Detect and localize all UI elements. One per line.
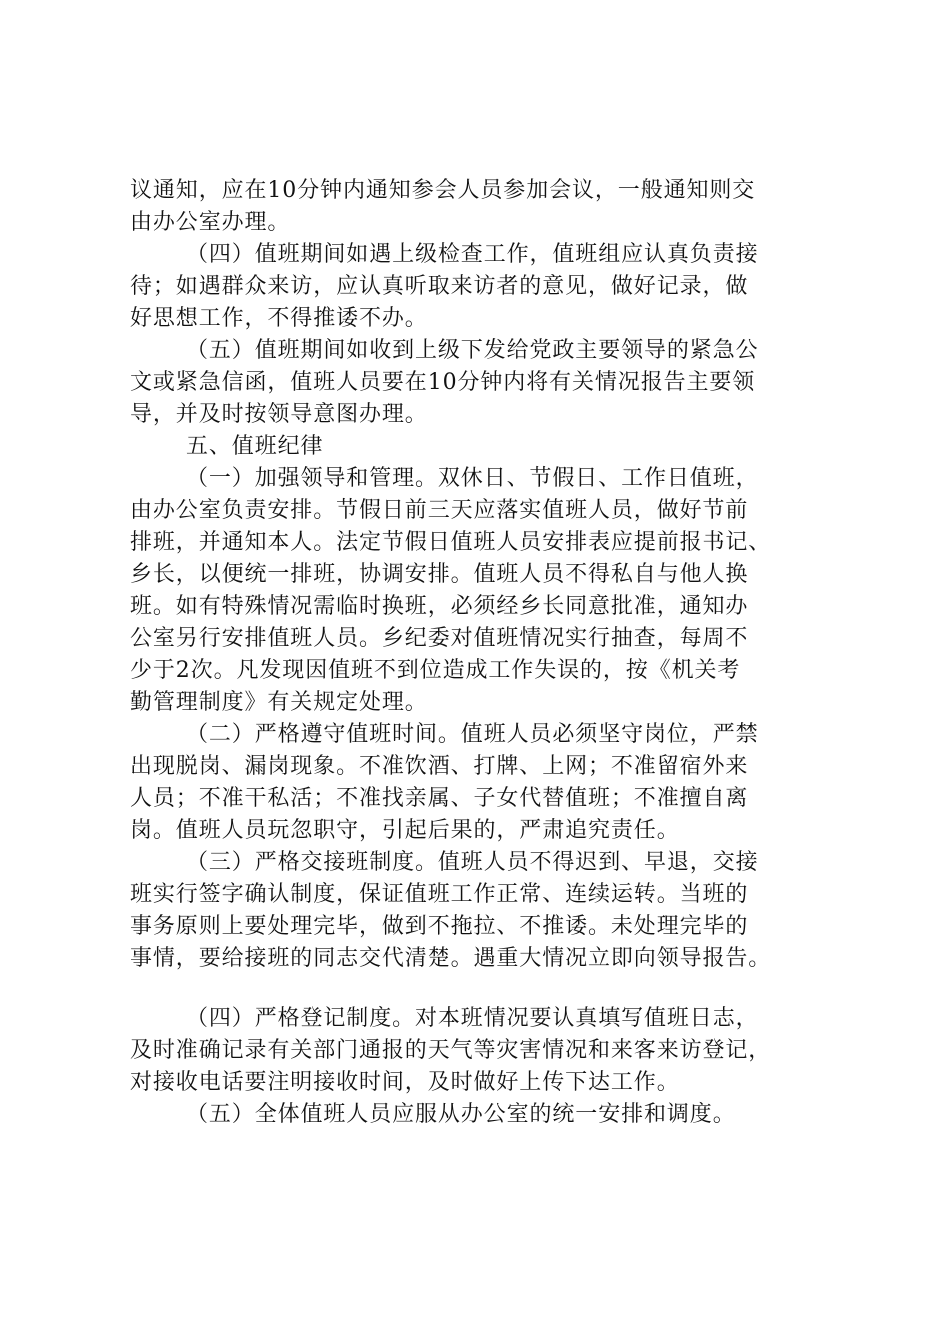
text-line: 出现脱岗、漏岗现象。不准饮酒、打牌、上网；不准留宿外来	[130, 754, 749, 779]
text-line: 事务原则上要处理完毕，做到不拖拉、不推诿。未处理完毕的	[130, 914, 749, 939]
text-line: 对接收电话要注明接收时间，及时做好上传下达工作。	[130, 1070, 680, 1095]
text-line: 人员；不准干私活；不准找亲属、子女代替值班；不准擅自离	[130, 786, 749, 811]
paragraph-start-line: （三）严格交接班制度。值班人员不得迟到、早退，交接	[186, 850, 759, 875]
paragraph-start-line: （四）值班期间如遇上级检查工作，值班组应认真负责接	[186, 242, 759, 267]
text-line: 文或紧急信函，值班人员要在10分钟内将有关情况报告主要领	[130, 370, 756, 395]
text-line: 岗。值班人员玩忽职守，引起后果的，严肃追究责任。	[130, 818, 680, 843]
text-line: 乡长，以便统一排班，协调安排。值班人员不得私自与他人换	[130, 562, 749, 587]
text-line: 勤管理制度》有关规定处理。	[130, 690, 428, 715]
text-line: 班实行签字确认制度，保证值班工作正常、连续运转。当班的	[130, 882, 749, 907]
paragraph-start-line: （一）加强领导和管理。双休日、节假日、工作日值班，	[186, 466, 759, 491]
text-line: 待；如遇群众来访，应认真听取来访者的意见，做好记录，做	[130, 274, 749, 299]
text-line: 班。如有特殊情况需临时换班，必须经乡长同意批准，通知办	[130, 594, 749, 619]
text-line: 由办公室负责安排。节假日前三天应落实值班人员，做好节前	[130, 498, 749, 523]
text-line: 好思想工作，不得推诿不办。	[130, 306, 428, 331]
text-line: 议通知，应在10分钟内通知参会人员参加会议，一般通知则交	[130, 178, 756, 203]
text-line: 排班，并通知本人。法定节假日值班人员安排表应提前报书记、	[130, 530, 772, 555]
paragraph-start-line: （五）值班期间如收到上级下发给党政主要领导的紧急公	[186, 338, 759, 363]
paragraph-gap	[130, 975, 850, 1003]
paragraph-start-line: （四）严格登记制度。对本班情况要认真填写值班日志，	[186, 1006, 759, 1031]
text-line: 事情，要给接班的同志交代清楚。遇重大情况立即向领导报告。	[130, 946, 772, 971]
text-line: 由办公室办理。	[130, 210, 291, 235]
section-heading: 五、值班纪律	[186, 434, 324, 459]
paragraph-start-line: （五）全体值班人员应服从办公室的统一安排和调度。	[186, 1102, 736, 1127]
paragraph-start-line: （二）严格遵守值班时间。值班人员必须坚守岗位，严禁	[186, 722, 759, 747]
text-line: 少于2次。凡发现因值班不到位造成工作失误的，按《机关考	[130, 658, 741, 683]
text-line: 导，并及时按领导意图办理。	[130, 402, 428, 427]
text-line: 公室另行安排值班人员。乡纪委对值班情况实行抽查，每周不	[130, 626, 749, 651]
document-body	[130, 175, 850, 1131]
text-line: 及时准确记录有关部门通报的天气等灾害情况和来客来访登记，	[130, 1038, 772, 1063]
